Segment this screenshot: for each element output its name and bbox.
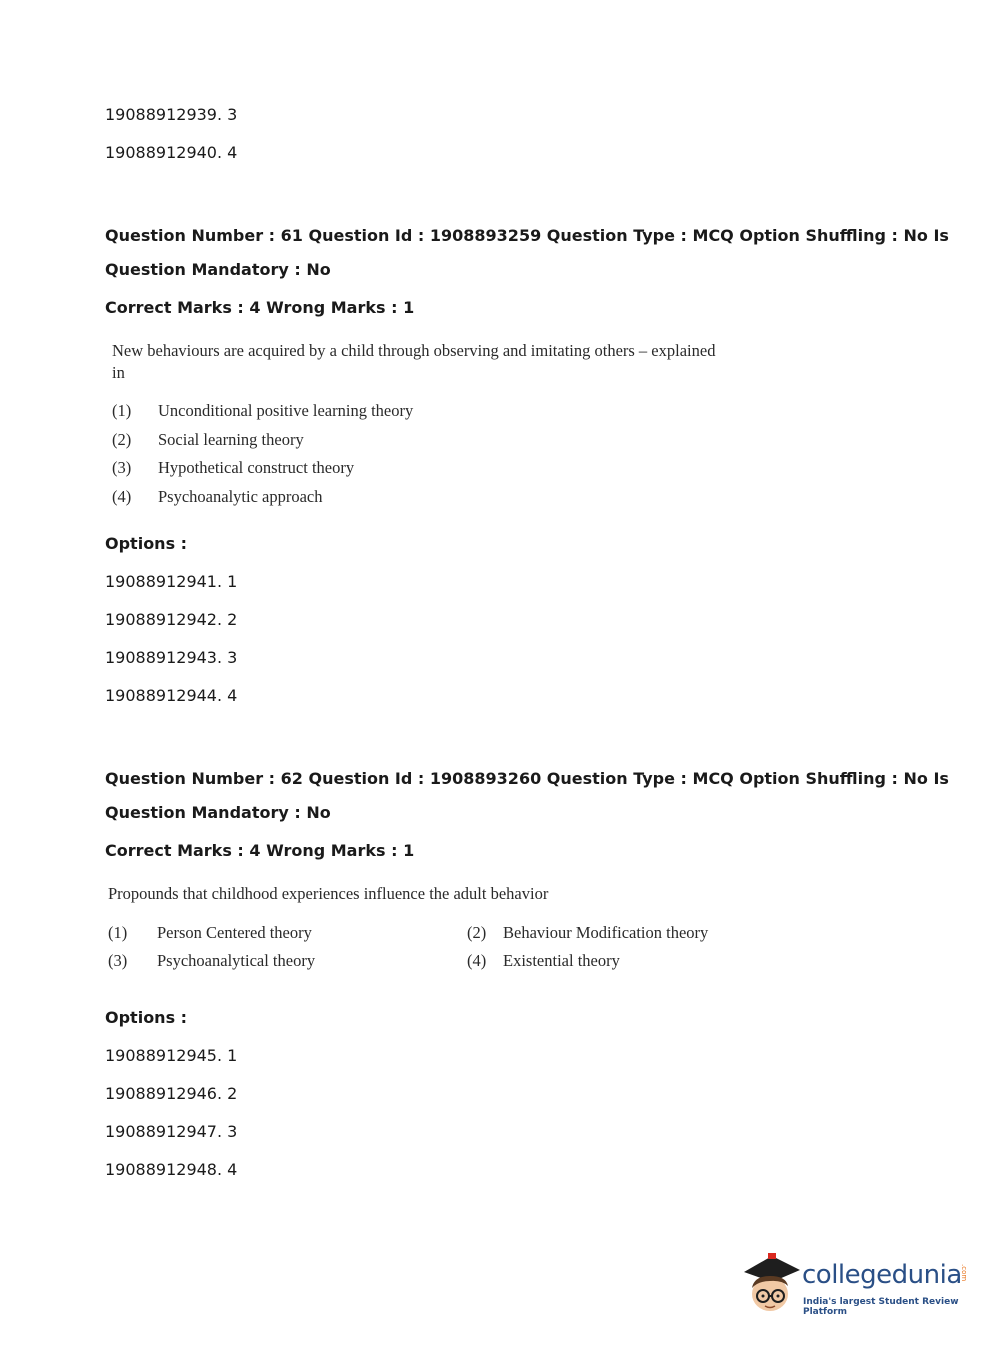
q61-choice-num: (4): [112, 487, 132, 506]
option-line: 19088912944. 4: [105, 686, 238, 705]
q62-choice-num: (1): [108, 923, 128, 942]
q61-question-line1: New behaviours are acquired by a child through observing and imitating others – explained: [112, 341, 716, 360]
option-line: 19088912942. 2: [105, 610, 238, 629]
q62-choice-text: Existential theory: [503, 951, 620, 970]
option-line: 19088912939. 3: [105, 105, 238, 124]
logo-wordmark: collegedunia: [802, 1260, 962, 1290]
q61-choice-num: (1): [112, 401, 132, 420]
logo-tagline: India's largest Student Review Platform: [803, 1297, 959, 1317]
q62-marks: Correct Marks : 4 Wrong Marks : 1: [105, 841, 415, 860]
mascot-icon: [742, 1250, 802, 1320]
logo-suffix: .com: [960, 1264, 968, 1282]
q61-header-line1: Question Number : 61 Question Id : 1908893259 Question Type : MCQ Option Shuffling : No Is: [105, 226, 949, 245]
option-line: 19088912947. 3: [105, 1122, 238, 1141]
q61-choice-num: (2): [112, 430, 132, 449]
q62-header-line2: Question Mandatory : No: [105, 803, 331, 822]
q61-choice-text: Psychoanalytic approach: [158, 487, 323, 506]
option-line: 19088912940. 4: [105, 143, 238, 162]
option-line: 19088912948. 4: [105, 1160, 238, 1179]
q61-header-line2: Question Mandatory : No: [105, 260, 331, 279]
q62-question-line1: Propounds that childhood experiences influence the adult behavior: [108, 884, 549, 903]
q61-choice-num: (3): [112, 458, 132, 477]
q61-options-label: Options :: [105, 534, 188, 553]
option-line: 19088912946. 2: [105, 1084, 238, 1103]
q62-choice-num: (2): [467, 923, 487, 942]
collegedunia-logo: [742, 1250, 972, 1320]
q61-choice-text: Hypothetical construct theory: [158, 458, 355, 477]
option-line: 19088912941. 1: [105, 572, 238, 591]
option-line: 19088912945. 1: [105, 1046, 238, 1065]
q61-marks: Correct Marks : 4 Wrong Marks : 1: [105, 298, 415, 317]
option-line: 19088912943. 3: [105, 648, 238, 667]
q62-choice-num: (3): [108, 951, 128, 970]
q62-choice-num: (4): [467, 951, 487, 970]
q62-choice-text: Person Centered theory: [157, 923, 312, 942]
q61-choice-text: Unconditional positive learning theory: [158, 401, 414, 420]
q62-header-line1: Question Number : 62 Question Id : 1908893260 Question Type : MCQ Option Shuffling : No Is: [105, 769, 949, 788]
q62-choice-text: Psychoanalytical theory: [157, 951, 316, 970]
q62-choice-text: Behaviour Modification theory: [503, 923, 709, 942]
q61-question-line2: in: [112, 363, 125, 382]
q62-options-label: Options :: [105, 1008, 188, 1027]
q61-choice-text: Social learning theory: [158, 430, 304, 449]
